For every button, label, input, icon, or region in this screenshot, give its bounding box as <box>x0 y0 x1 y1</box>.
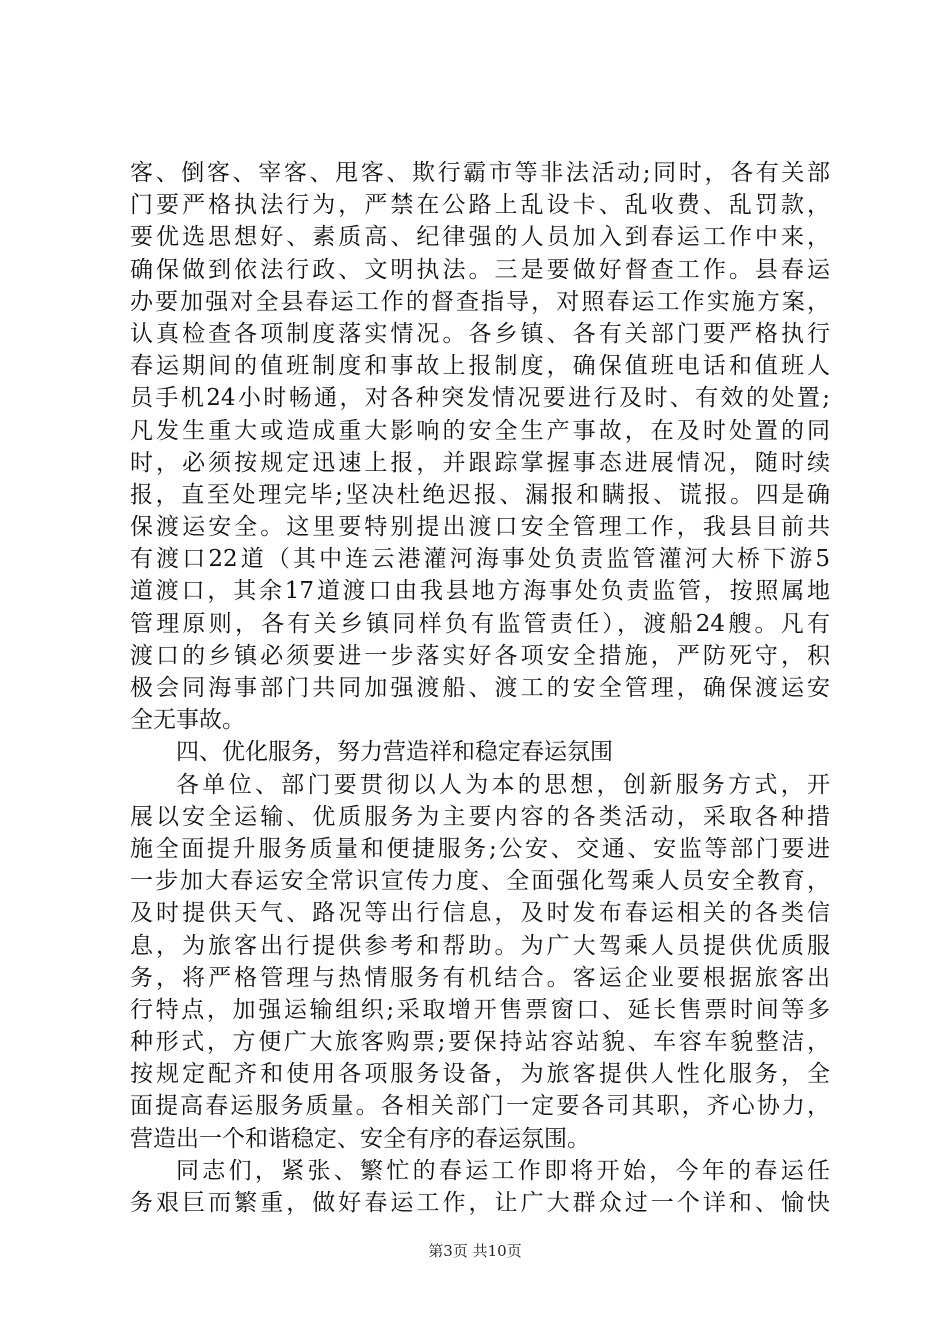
text-line: 极会同海事部门共同加强渡船、渡工的安全管理，确保渡运安 <box>130 675 830 701</box>
text-line: 按规定配齐和使用各项服务设备，为旅客提供人性化服务，全 <box>130 1061 830 1088</box>
text-line: 务，将严格管理与热情服务有机结合。客运企业要根据旅客出 <box>130 964 830 991</box>
text-line: 全无事故。 <box>130 707 245 734</box>
section-heading: 四、优化服务，努力营造祥和稳定春运氛围 <box>176 739 613 766</box>
text-line: 认真检查各项制度落实情况。各乡镇、各有关部门要严格执行 <box>130 320 830 347</box>
text-line: 管理原则，各有关乡镇同样负有监管责任），渡船24艘。凡有 <box>130 610 830 637</box>
text-line: 客、倒客、宰客、甩客、欺行霸市等非法活动;同时，各有关部 <box>130 160 830 186</box>
text-line: 保渡运安全。这里要特别提出渡口安全管理工作，我县目前共 <box>130 514 830 541</box>
text-line: 春运期间的值班制度和事故上报制度，确保值班电话和值班人 <box>130 353 830 380</box>
text-line: 施全面提升服务质量和便捷服务;公安、交通、安监等部门要进 <box>130 835 830 862</box>
text-line: 展以安全运输、优质服务为主要内容的各类活动，采取各种措 <box>130 803 830 830</box>
text-line: 一步加大春运安全常识宣传力度、全面强化驾乘人员安全教育， <box>130 868 830 895</box>
text-line: 渡口的乡镇必须要进一步落实好各项安全措施，严防死守，积 <box>130 642 830 669</box>
text-line: 面提高春运服务质量。各相关部门一定要各司其职，齐心协力， <box>130 1093 830 1120</box>
text-line: 员手机24小时畅通，对各种突发情况要进行及时、有效的处置; <box>130 385 830 412</box>
text-line: 各单位、部门要贯彻以人为本的思想，创新服务方式，开 <box>176 771 830 798</box>
text-line: 息，为旅客出行提供参考和帮助。为广大驾乘人员提供优质服 <box>130 932 830 959</box>
text-line: 时，必须按规定迅速上报，并跟踪掌握事态进展情况，随时续 <box>130 449 830 476</box>
document-body <box>130 157 830 1219</box>
text-line: 种形式，方便广大旅客购票;要保持站容站貌、车容车貌整洁， <box>130 1029 830 1056</box>
text-line: 要优选思想好、素质高、纪律强的人员加入到春运工作中来， <box>130 224 830 251</box>
text-line: 道渡口，其余17道渡口由我县地方海事处负责监管，按照属地 <box>130 578 830 605</box>
text-line: 务艰巨而繁重，做好春运工作，让广大群众过一个详和、愉快 <box>130 1190 830 1216</box>
text-line: 营造出一个和谐稳定、安全有序的春运氛围。 <box>130 1125 590 1152</box>
text-line: 有渡口22道（其中连云港灌河海事处负责监管灌河大桥下游5 <box>130 546 830 573</box>
text-line: 同志们，紧张、繁忙的春运工作即将开始，今年的春运任 <box>176 1157 830 1184</box>
text-line: 行特点，加强运输组织;采取增开售票窗口、延长售票时间等多 <box>130 996 830 1023</box>
text-line: 报，直至处理完毕;坚决杜绝迟报、漏报和瞒报、谎报。四是确 <box>130 481 830 508</box>
text-line: 凡发生重大或造成重大影响的安全生产事故，在及时处置的同 <box>130 417 830 444</box>
page-footer: 第3页 共10页 <box>428 1242 522 1260</box>
text-line: 及时提供天气、路况等出行信息，及时发布春运相关的各类信 <box>130 900 830 927</box>
text-line: 办要加强对全县春运工作的督查指导，对照春运工作实施方案， <box>130 288 830 315</box>
text-line: 门要严格执法行为，严禁在公路上乱设卡、乱收费、乱罚款， <box>130 192 830 219</box>
text-line: 确保做到依法行政、文明执法。三是要做好督查工作。县春运 <box>130 256 830 283</box>
